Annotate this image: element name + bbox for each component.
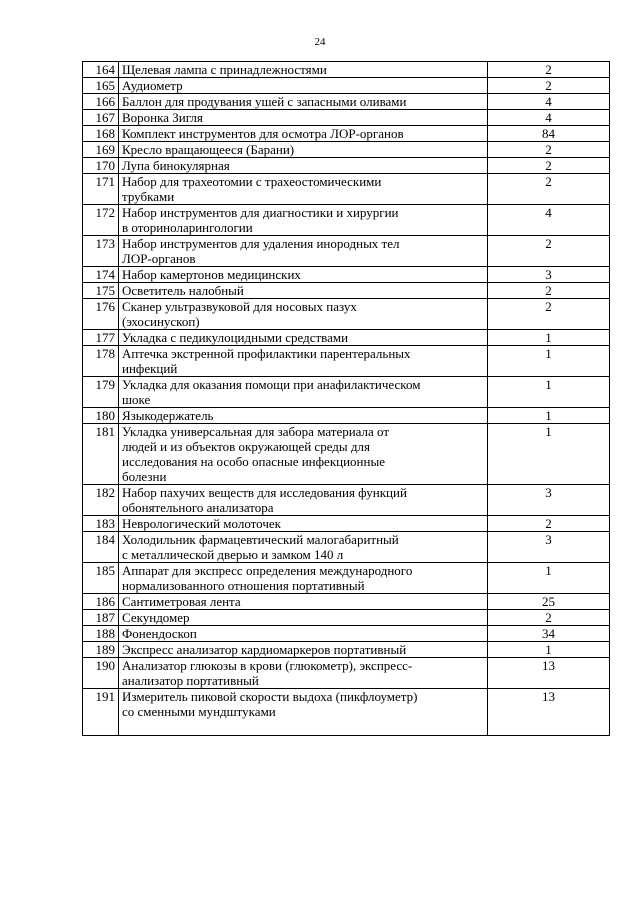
item-name-line: Кресло вращающееся (Барани) <box>122 142 295 157</box>
item-name-line: болезни <box>122 469 167 484</box>
item-quantity: 1 <box>488 642 610 658</box>
row-number: 189 <box>83 642 119 658</box>
item-name-line: Холодильник фармацевтический малогабаритный <box>122 532 399 547</box>
item-name <box>119 283 488 299</box>
item-name-line: исследования на особо опасные инфекционные <box>122 454 385 469</box>
item-name <box>119 424 488 485</box>
item-name <box>119 205 488 236</box>
item-name-line: Щелевая лампа с принадлежностями <box>122 62 327 77</box>
item-name <box>119 236 488 267</box>
item-quantity: 34 <box>488 626 610 642</box>
row-number: 169 <box>83 142 119 158</box>
item-quantity: 2 <box>488 236 610 267</box>
row-number: 186 <box>83 594 119 610</box>
item-quantity: 2 <box>488 62 610 78</box>
row-number: 168 <box>83 126 119 142</box>
item-name <box>119 485 488 516</box>
item-name <box>119 408 488 424</box>
item-name <box>119 110 488 126</box>
item-quantity: 1 <box>488 408 610 424</box>
item-name-line: Осветитель налобный <box>122 283 244 298</box>
item-name-line: Измеритель пиковой скорости выдоха (пикфлоуметр) <box>122 689 418 704</box>
row-number: 170 <box>83 158 119 174</box>
table-row <box>83 642 610 658</box>
item-name-line: Сканер ультразвуковой для носовых пазух <box>122 299 357 314</box>
row-number: 174 <box>83 267 119 283</box>
table-row <box>83 299 610 330</box>
row-number: 171 <box>83 174 119 205</box>
item-name-line: Анализатор глюкозы в крови (глюкометр), экспресс- <box>122 658 413 673</box>
equipment-table <box>82 61 610 736</box>
item-name <box>119 346 488 377</box>
item-name-line: Набор инструментов для удаления инородных тел <box>122 236 400 251</box>
item-quantity: 25 <box>488 594 610 610</box>
item-name <box>119 94 488 110</box>
table-row <box>83 532 610 563</box>
item-name-line: Фонендоскоп <box>122 626 197 641</box>
item-name-line: инфекций <box>122 361 178 376</box>
row-number: 166 <box>83 94 119 110</box>
item-quantity: 2 <box>488 283 610 299</box>
item-name-line: Воронка Зигля <box>122 110 203 125</box>
item-name-line: Экспресс анализатор кардиомаркеров портативный <box>122 642 407 657</box>
item-name-line: (эхосинускоп) <box>122 314 200 329</box>
item-quantity: 3 <box>488 267 610 283</box>
item-name <box>119 689 488 736</box>
row-number: 172 <box>83 205 119 236</box>
item-name <box>119 563 488 594</box>
table-row <box>83 94 610 110</box>
table-row <box>83 142 610 158</box>
table-row <box>83 126 610 142</box>
row-number: 181 <box>83 424 119 485</box>
item-name <box>119 142 488 158</box>
item-name <box>119 330 488 346</box>
item-name <box>119 516 488 532</box>
item-name-line: Аудиометр <box>122 78 183 93</box>
item-name <box>119 532 488 563</box>
item-quantity: 2 <box>488 516 610 532</box>
item-name-line: Аппарат для экспресс определения международного <box>122 563 413 578</box>
item-name-line: людей и из объектов окружающей среды для <box>122 439 370 454</box>
item-name <box>119 610 488 626</box>
item-name-line: нормализованного отношения портативный <box>122 578 365 593</box>
row-number: 188 <box>83 626 119 642</box>
item-name <box>119 158 488 174</box>
row-number: 183 <box>83 516 119 532</box>
item-name-line: Комплект инструментов для осмотра ЛОР-органов <box>122 126 404 141</box>
item-name <box>119 658 488 689</box>
item-name <box>119 377 488 408</box>
row-number: 165 <box>83 78 119 94</box>
item-name <box>119 174 488 205</box>
item-quantity: 1 <box>488 563 610 594</box>
item-quantity: 2 <box>488 610 610 626</box>
item-name-line: Укладка с педикулоцидными средствами <box>122 330 349 345</box>
table-row <box>83 689 610 736</box>
item-name <box>119 78 488 94</box>
item-quantity: 1 <box>488 377 610 408</box>
item-name-line: со сменными мундштуками <box>122 704 276 719</box>
item-name-line: Набор камертонов медицинских <box>122 267 301 282</box>
item-name-line: Укладка универсальная для забора материала от <box>122 424 390 439</box>
item-name <box>119 594 488 610</box>
row-number: 175 <box>83 283 119 299</box>
item-name <box>119 62 488 78</box>
row-number: 173 <box>83 236 119 267</box>
page-number: 24 <box>314 36 326 48</box>
row-number: 176 <box>83 299 119 330</box>
item-quantity: 2 <box>488 299 610 330</box>
row-number: 185 <box>83 563 119 594</box>
item-name <box>119 126 488 142</box>
table-row <box>83 377 610 408</box>
item-quantity: 2 <box>488 174 610 205</box>
equipment-table-body <box>83 62 610 736</box>
item-quantity: 4 <box>488 110 610 126</box>
item-name <box>119 299 488 330</box>
item-name-line: шоке <box>122 392 151 407</box>
row-number: 182 <box>83 485 119 516</box>
row-number: 184 <box>83 532 119 563</box>
item-quantity: 3 <box>488 532 610 563</box>
item-quantity: 13 <box>488 689 610 736</box>
item-name-line: Укладка для оказания помощи при анафилактическом <box>122 377 421 392</box>
item-name-line: в оториноларингологии <box>122 220 253 235</box>
item-name-line: Неврологический молоточек <box>122 516 281 531</box>
item-quantity: 3 <box>488 485 610 516</box>
table-row <box>83 174 610 205</box>
table-row <box>83 610 610 626</box>
table-row <box>83 563 610 594</box>
table-row <box>83 626 610 642</box>
table-row <box>83 205 610 236</box>
item-name-line: Сантиметровая лента <box>122 594 241 609</box>
table-row <box>83 516 610 532</box>
table-row <box>83 346 610 377</box>
item-name <box>119 642 488 658</box>
table-row <box>83 408 610 424</box>
item-name-line: Набор пахучих веществ для исследования функций <box>122 485 407 500</box>
row-number: 190 <box>83 658 119 689</box>
item-name-line: анализатор портативный <box>122 673 259 688</box>
item-name-line: Аптечка экстренной профилактики парентеральных <box>122 346 411 361</box>
row-number: 191 <box>83 689 119 736</box>
item-quantity: 2 <box>488 142 610 158</box>
table-row <box>83 283 610 299</box>
table-row <box>83 594 610 610</box>
item-name-line: с металлической дверью и замком 140 л <box>122 547 344 562</box>
table-row <box>83 78 610 94</box>
item-quantity: 2 <box>488 78 610 94</box>
item-name <box>119 626 488 642</box>
item-name-line: Лупа бинокулярная <box>122 158 230 173</box>
item-quantity: 1 <box>488 346 610 377</box>
item-name-line: Баллон для продувания ушей с запасными оливами <box>122 94 407 109</box>
table-row <box>83 236 610 267</box>
item-name-line: Секундомер <box>122 610 190 625</box>
item-name-line: обонятельного анализатора <box>122 500 274 515</box>
row-number: 179 <box>83 377 119 408</box>
item-name <box>119 267 488 283</box>
row-number: 167 <box>83 110 119 126</box>
table-row <box>83 158 610 174</box>
row-number: 187 <box>83 610 119 626</box>
item-quantity: 4 <box>488 94 610 110</box>
row-number: 180 <box>83 408 119 424</box>
item-quantity: 84 <box>488 126 610 142</box>
item-name-line: ЛОР-органов <box>122 251 196 266</box>
row-number: 177 <box>83 330 119 346</box>
item-name-line: Набор для трахеотомии с трахеостомическими <box>122 174 382 189</box>
table-row <box>83 658 610 689</box>
item-quantity: 1 <box>488 424 610 485</box>
item-name-line: Языкодержатель <box>122 408 214 423</box>
table-row <box>83 424 610 485</box>
table-row <box>83 267 610 283</box>
item-quantity: 1 <box>488 330 610 346</box>
row-number: 178 <box>83 346 119 377</box>
table-row <box>83 110 610 126</box>
table-row <box>83 330 610 346</box>
item-quantity: 4 <box>488 205 610 236</box>
item-name-line: Набор инструментов для диагностики и хирургии <box>122 205 399 220</box>
item-quantity: 13 <box>488 658 610 689</box>
table-row <box>83 62 610 78</box>
row-number: 164 <box>83 62 119 78</box>
item-name-line: трубками <box>122 189 175 204</box>
item-quantity: 2 <box>488 158 610 174</box>
table-row <box>83 485 610 516</box>
